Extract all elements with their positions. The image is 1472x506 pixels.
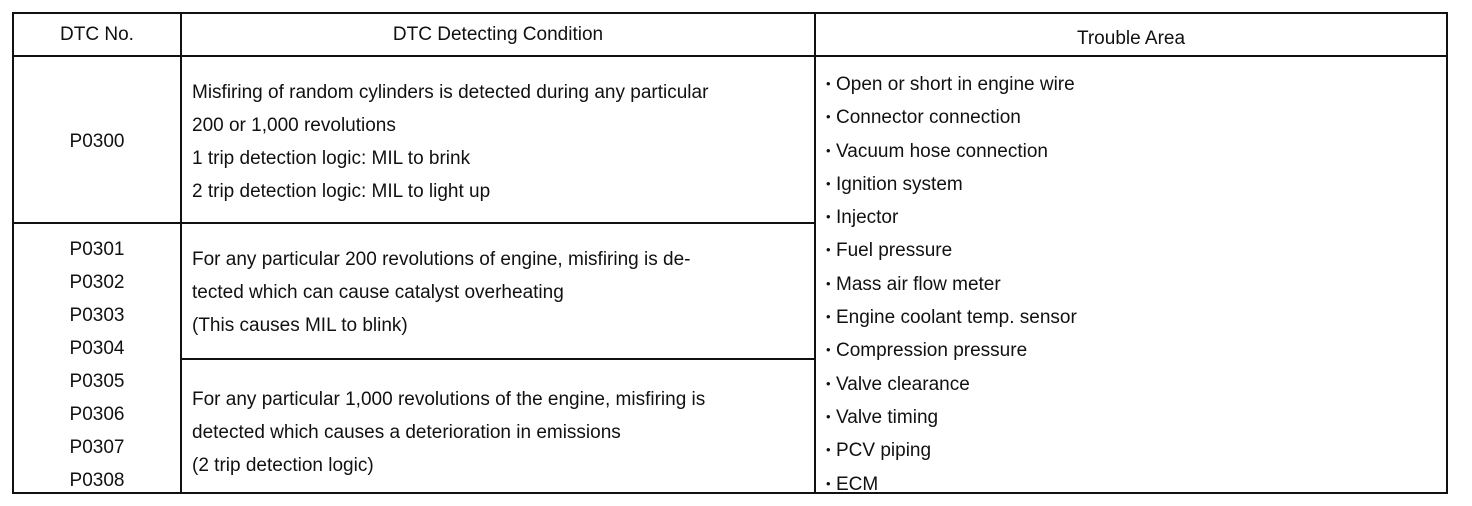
- dtc-code: P0303: [69, 305, 125, 326]
- condition-cell-p0300: [182, 76, 814, 208]
- dtc-code: P0300: [69, 131, 125, 152]
- trouble-area-text: Open or short in engine wire: [836, 74, 1075, 95]
- trouble-area-item: [826, 401, 1446, 434]
- condition-line: detected which causes a deterioration in emissions: [192, 422, 621, 443]
- column-divider: [814, 14, 816, 492]
- header-dtc-no-text: DTC No.: [60, 24, 134, 45]
- trouble-area-text: Fuel pressure: [836, 240, 953, 262]
- bullet-icon: •: [826, 175, 831, 191]
- trouble-area-item: [826, 301, 1446, 334]
- trouble-area-text: Compression pressure: [836, 340, 1028, 362]
- header-trouble-area: [816, 18, 1446, 59]
- dtc-code: P0301: [69, 239, 125, 260]
- trouble-area-text: Ignition system: [836, 173, 963, 195]
- trouble-area-text: ECM: [836, 473, 879, 495]
- condition-line: 2 trip detection logic: MIL to light up: [192, 181, 491, 202]
- bullet-icon: •: [826, 408, 831, 424]
- bullet-icon: •: [826, 309, 831, 325]
- bullet-icon: •: [826, 475, 831, 491]
- trouble-area-item: [826, 101, 1446, 134]
- dtc-code: P0308: [69, 470, 125, 491]
- trouble-area-item: [826, 334, 1446, 367]
- condition-line: For any particular 200 revolutions of engine, misfiring is de-: [192, 249, 691, 270]
- header-detecting-condition-text: DTC Detecting Condition: [392, 24, 604, 45]
- condition-line: For any particular 1,000 revolutions of the engine, misfiring is: [192, 389, 706, 410]
- condition-line: tected which can cause catalyst overheating: [192, 282, 564, 303]
- header-detecting-condition: [182, 14, 814, 55]
- dtc-table: [12, 12, 1448, 494]
- condition-line: 1 trip detection logic: MIL to brink: [192, 148, 471, 169]
- condition-cell-200-revolutions: [182, 243, 814, 342]
- trouble-area-text: Valve timing: [836, 406, 939, 428]
- bullet-icon: •: [826, 275, 831, 291]
- bullet-icon: •: [826, 342, 831, 358]
- dtc-code: P0307: [69, 437, 125, 458]
- bullet-icon: •: [826, 142, 831, 158]
- row-divider: [180, 358, 816, 360]
- condition-line: Misfiring of random cylinders is detected during any particular: [192, 82, 709, 103]
- trouble-area-text: Valve clearance: [836, 373, 970, 395]
- trouble-area-item: [826, 468, 1446, 501]
- trouble-area-text: Injector: [836, 207, 899, 229]
- condition-line: (This causes MIL to blink): [192, 315, 408, 336]
- dtc-cell-p0301-p0308: [14, 233, 180, 497]
- trouble-area-text: Connector connection: [836, 107, 1021, 129]
- bullet-icon: •: [826, 209, 831, 225]
- dtc-cell-p0300: [14, 125, 180, 158]
- trouble-area-item: [826, 268, 1446, 301]
- trouble-area-item: [826, 135, 1446, 168]
- trouble-area-item: [826, 168, 1446, 201]
- trouble-area-item: [826, 434, 1446, 467]
- header-trouble-area-text: Trouble Area: [1076, 28, 1186, 49]
- trouble-area-item: [826, 68, 1446, 101]
- bullet-icon: •: [826, 109, 831, 125]
- trouble-area-item: [826, 234, 1446, 267]
- condition-cell-1000-revolutions: [182, 383, 814, 482]
- condition-line: 200 or 1,000 revolutions: [192, 115, 396, 136]
- trouble-area-item: [826, 368, 1446, 401]
- bullet-icon: •: [826, 442, 831, 458]
- dtc-code: P0306: [69, 404, 125, 425]
- bullet-icon: •: [826, 375, 831, 391]
- bullet-icon: •: [826, 242, 831, 258]
- trouble-area-text: Vacuum hose connection: [836, 140, 1048, 162]
- condition-line: (2 trip detection logic): [192, 455, 374, 476]
- trouble-area-text: Mass air flow meter: [836, 273, 1001, 295]
- bullet-icon: •: [826, 76, 831, 91]
- dtc-code: P0305: [69, 371, 125, 392]
- dtc-code: P0304: [69, 338, 125, 359]
- trouble-area-text: PCV piping: [836, 440, 932, 462]
- row-divider: [14, 222, 816, 224]
- trouble-area-item: [826, 201, 1446, 234]
- header-dtc-no: [14, 14, 180, 55]
- dtc-code: P0302: [69, 272, 125, 293]
- trouble-area-list: [826, 68, 1446, 501]
- trouble-area-text: Engine coolant temp. sensor: [836, 307, 1077, 329]
